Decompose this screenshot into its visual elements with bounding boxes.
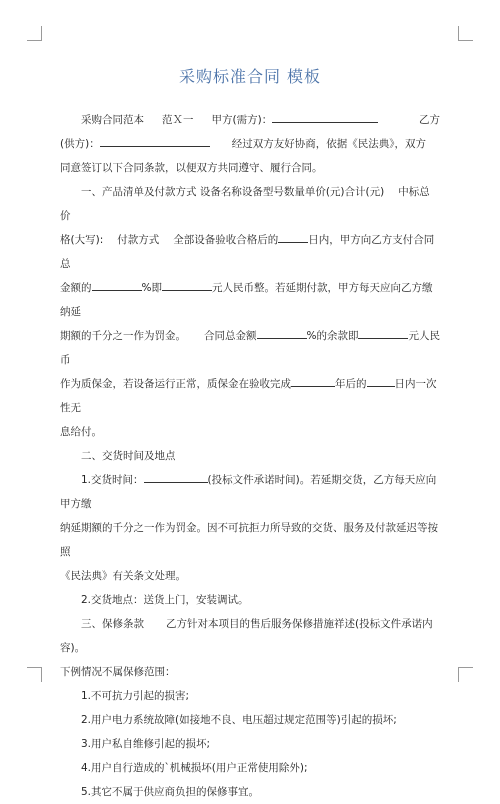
warranty-exclusion-item: 2.用户电力系统故障(如接地不良、电压超过规定范围等)引起的损坏;: [81, 714, 397, 726]
crop-mark-bottom-right: [458, 667, 473, 682]
delivery-time-blank[interactable]: [144, 470, 208, 483]
delivery-time-line-2: 纳延期额的千分之一作为罚金。因不可抗拒力所导致的交货、服务及付款延迟等按照: [60, 522, 438, 558]
party-a-blank[interactable]: [272, 110, 378, 123]
section-1-line-1: 一、产品清单及付款方式 设备名称设备型号数量单价(元)合计(元) 中标总价: [60, 186, 430, 222]
delivery-time-line: 1.交货时间： (投标文件承诺时间)。若延期交货，乙方每天应向甲方缴: [60, 468, 440, 516]
balance-percent-blank[interactable]: [257, 326, 307, 339]
balance-amount-blank[interactable]: [358, 326, 408, 339]
section-1-line-6: 息给付。: [60, 426, 102, 438]
section-2-heading: 二、交货时间及地点: [81, 450, 176, 462]
document-body: [60, 108, 440, 804]
section-3-heading: 三、保修条款 乙方针对本项目的售后服务保修措施祥述(投标文件承诺内容)。: [60, 618, 433, 654]
party-a-label: 甲方(需方)：: [211, 114, 273, 126]
contract-template-label: 采购合同范本: [81, 114, 144, 126]
party-b-label: 乙方: [419, 114, 440, 126]
template-number: 范Ｘ一: [162, 114, 194, 126]
crop-mark-bottom-left: [27, 667, 42, 682]
delivery-time-line-3: 《民法典》有关条文处理。: [60, 570, 186, 582]
section-1-line-5: 作为质保金，若设备运行正常，质保金在验收完成 年后的 日内一次性无: [60, 372, 440, 420]
warranty-exclusion-item: 1.不可抗力引起的损害;: [81, 690, 190, 702]
warranty-exclusion-item: 4.用户自行造成的`机械损坏(用户正常使用除外);: [81, 762, 308, 774]
section-1-line-4: 期额的千分之一作为罚金。 合同总金额 %的余款即 元人民币: [60, 324, 440, 372]
crop-mark-top-right: [458, 26, 473, 41]
warranty-exclusion-item: 5.其它不属于供应商负担的保修事宜。: [81, 786, 260, 798]
crop-mark-top-left: [27, 26, 42, 41]
section-1-line-3: 金额的 %即 元人民币整。若延期付款，甲方每天应向乙方缴纳延: [60, 276, 440, 324]
intro-line-1: [60, 108, 440, 132]
payment-days-blank[interactable]: [278, 230, 308, 243]
payment-amount-blank[interactable]: [162, 278, 212, 291]
party-b-blank[interactable]: [100, 134, 210, 147]
intro-line-2: (供方)： 经过双方友好协商，依据《民法典》，双方: [60, 132, 440, 156]
payment-percent-blank[interactable]: [92, 278, 142, 291]
warranty-exclusion-item: 3.用户私自维修引起的损坏;: [81, 738, 211, 750]
section-1-line-2: 格(大写): 付款方式 全部设备验收合格后的 日内，甲方向乙方支付合同总: [60, 228, 440, 276]
delivery-place-line: 2.交货地点：送货上门，安装调试。: [81, 594, 249, 606]
warranty-years-blank[interactable]: [291, 374, 335, 387]
warranty-days-blank[interactable]: [367, 374, 395, 387]
intro-line-3: 同意签订以下合同条款，以便双方共同遵守、履行合同。: [60, 162, 323, 174]
section-3-line-2: 下例情况不属保修范围：: [60, 666, 176, 678]
document-title: 采购标准合同 模板: [178, 67, 322, 86]
